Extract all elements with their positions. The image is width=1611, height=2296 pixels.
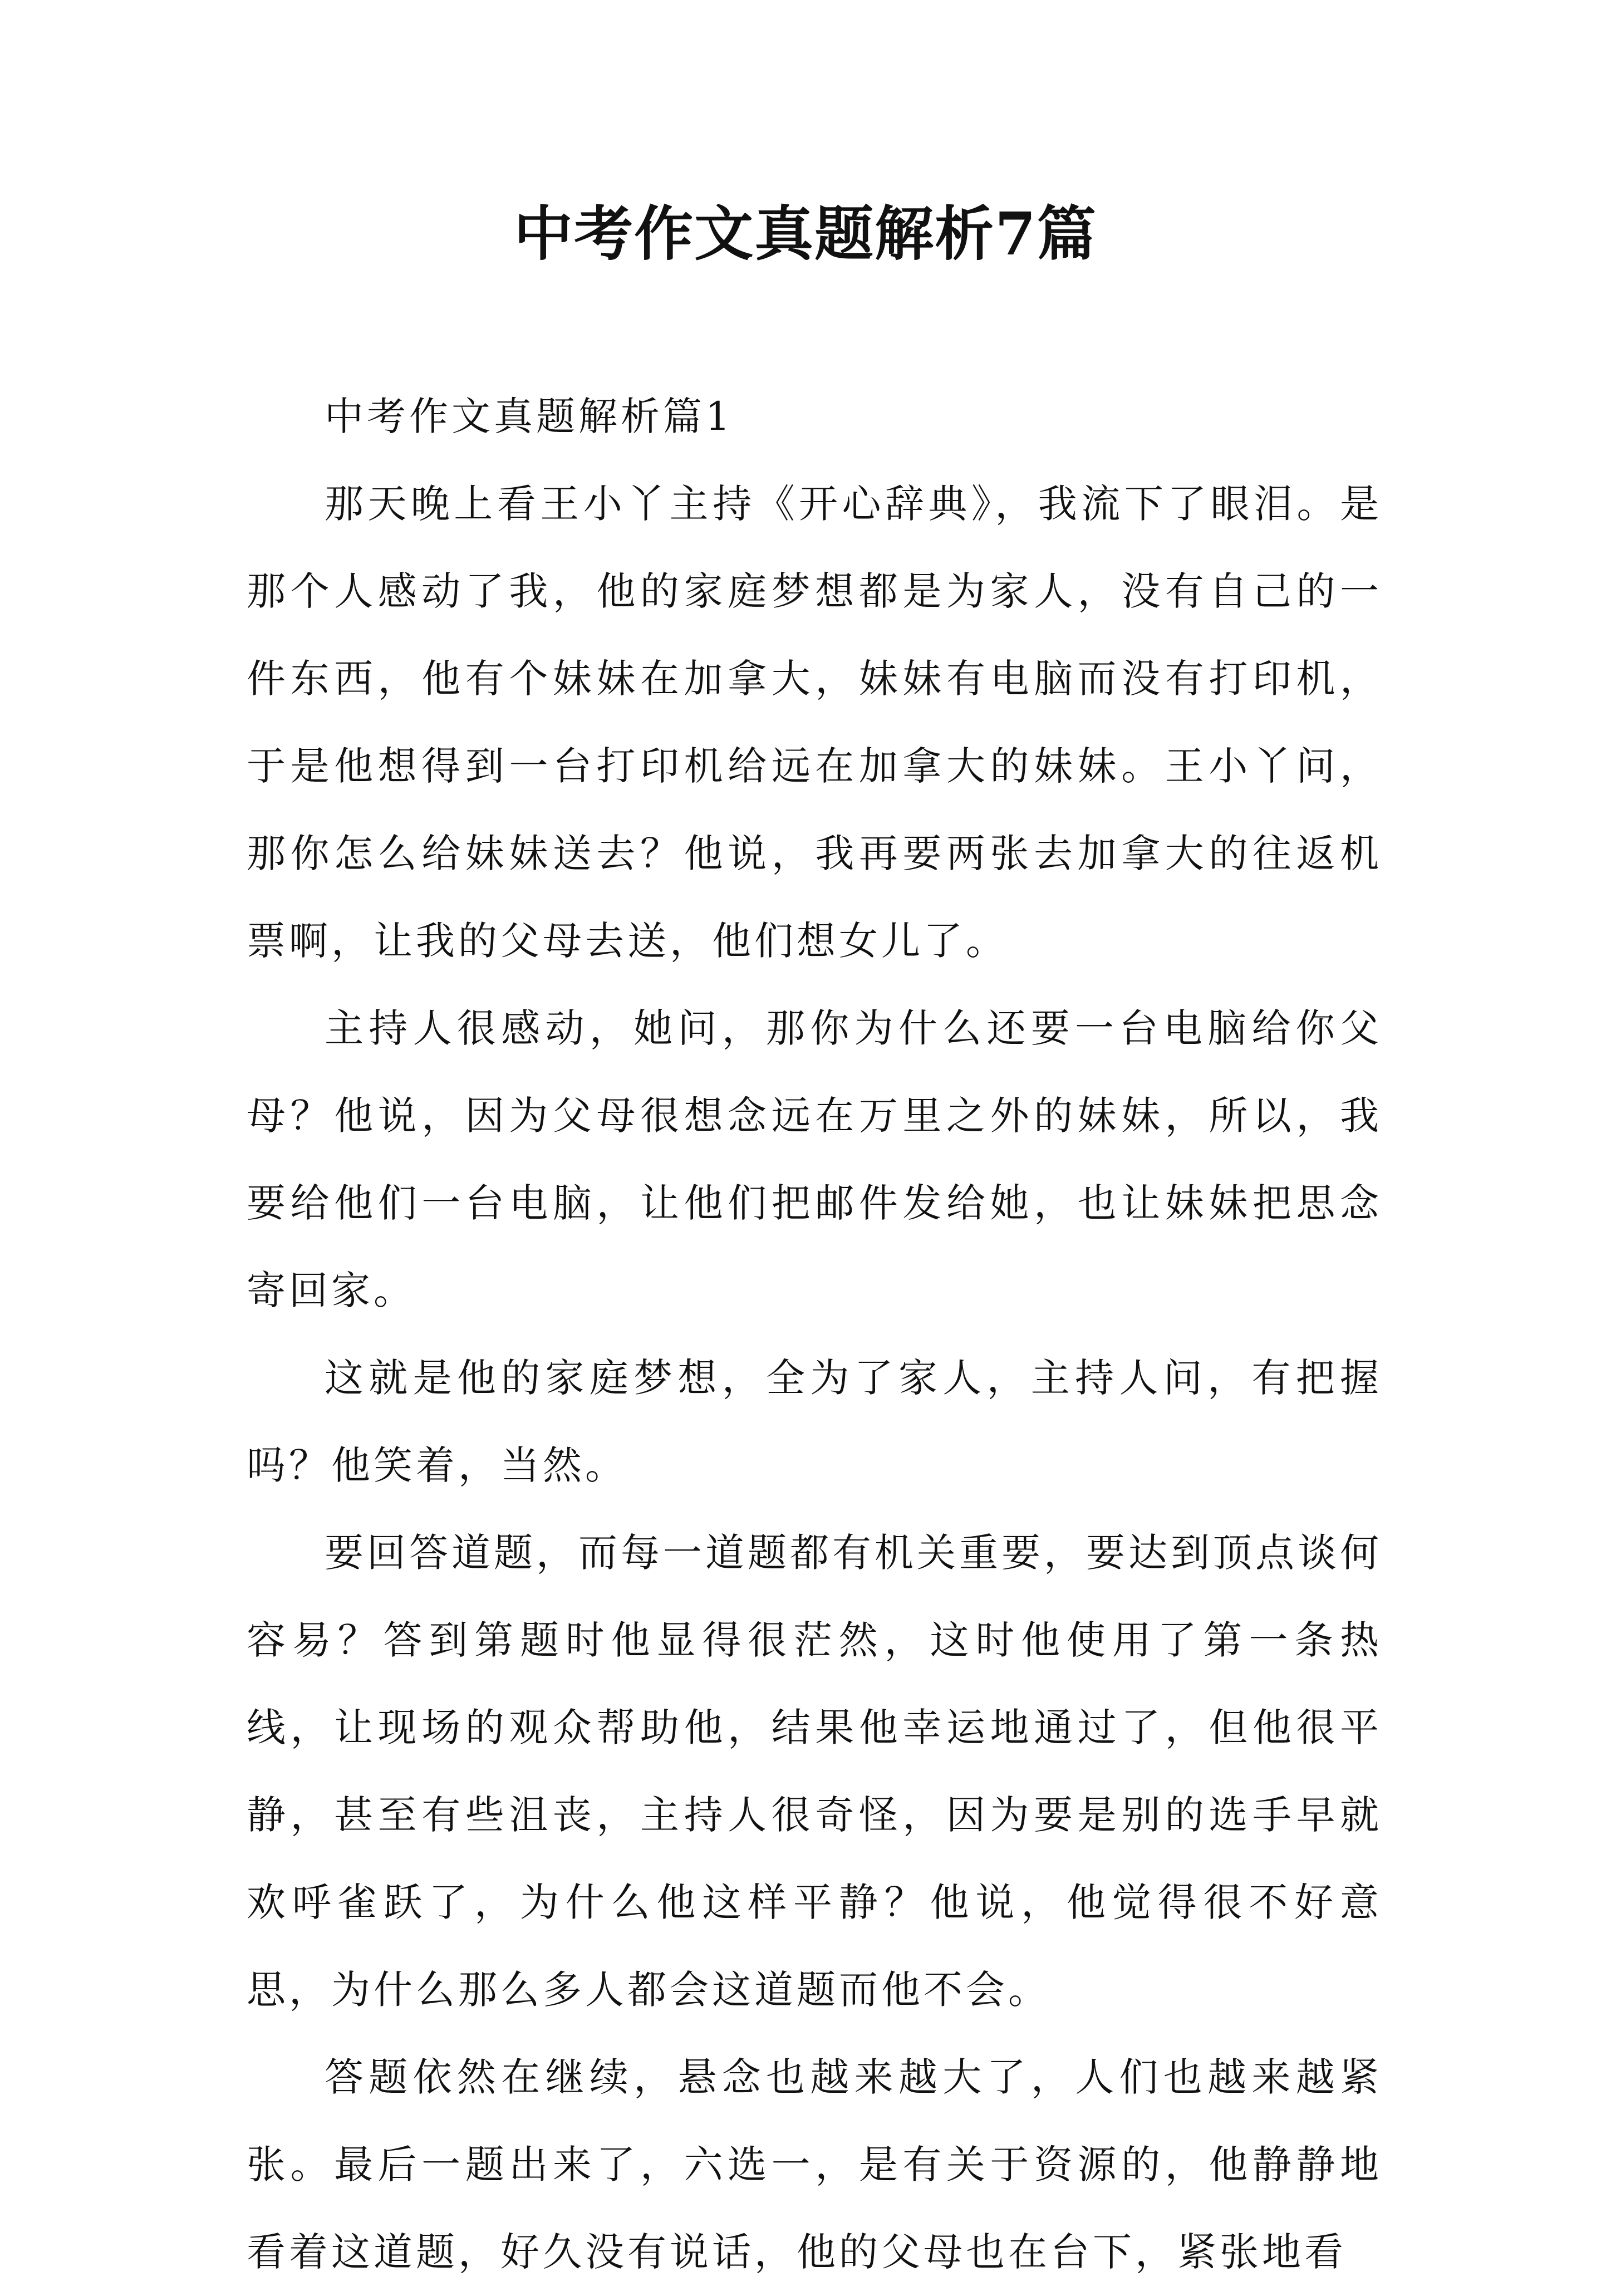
section-heading: 中考作文真题解析篇1 (325, 394, 734, 439)
paragraph: 要回答道题，而每一道题都有机关重要，要达到顶点谈何容易？答到第题时他显得很茫然，这时他使用了第一条热线，让现场的观众帮助他，结果他幸运地通过了，但他很平静，甚至有些沮丧，主持人很奇怪，因为要是别的选手早就欢呼雀跃了，为什么他这样平静？他说，他觉得很不好意思，为什么那么多人都会这道题而他不会。 (247, 1530, 1382, 2013)
document-title: 中考作文真题解析7篇 (514, 199, 1097, 268)
paragraph: 那天晚上看王小丫主持《开心辞典》，我流下了眼泪。是那个人感动了我，他的家庭梦想都是为家人，没有自己的一件东西，他有个妹妹在加拿大，妹妹有电脑而没有打印机，于是他想得到一台打印机给远在加拿大的妹妹。王小丫问，那你怎么给妹妹送去？他说，我再要两张去加拿大的往返机票啊，让我的父母去送，他们想女儿了。 (247, 481, 1382, 964)
paragraph: 这就是他的家庭梦想，全为了家人，主持人问，有把握吗？他笑着，当然。 (247, 1355, 1382, 1488)
document-body (247, 373, 1382, 2296)
paragraph: 主持人很感动，她问，那你为什么还要一台电脑给你父母？他说，因为父母很想念远在万里之外的妹妹，所以，我要给他们一台电脑，让他们把邮件发给她，也让妹妹把思念寄回家。 (247, 1005, 1382, 1313)
paragraph: 答题依然在继续，悬念也越来越大了，人们也越来越紧张。最后一题出来了，六选一，是有关于资源的，他静静地看着这道题，好久没有说话，他的父母也在台下，紧张地看 (247, 2054, 1382, 2275)
